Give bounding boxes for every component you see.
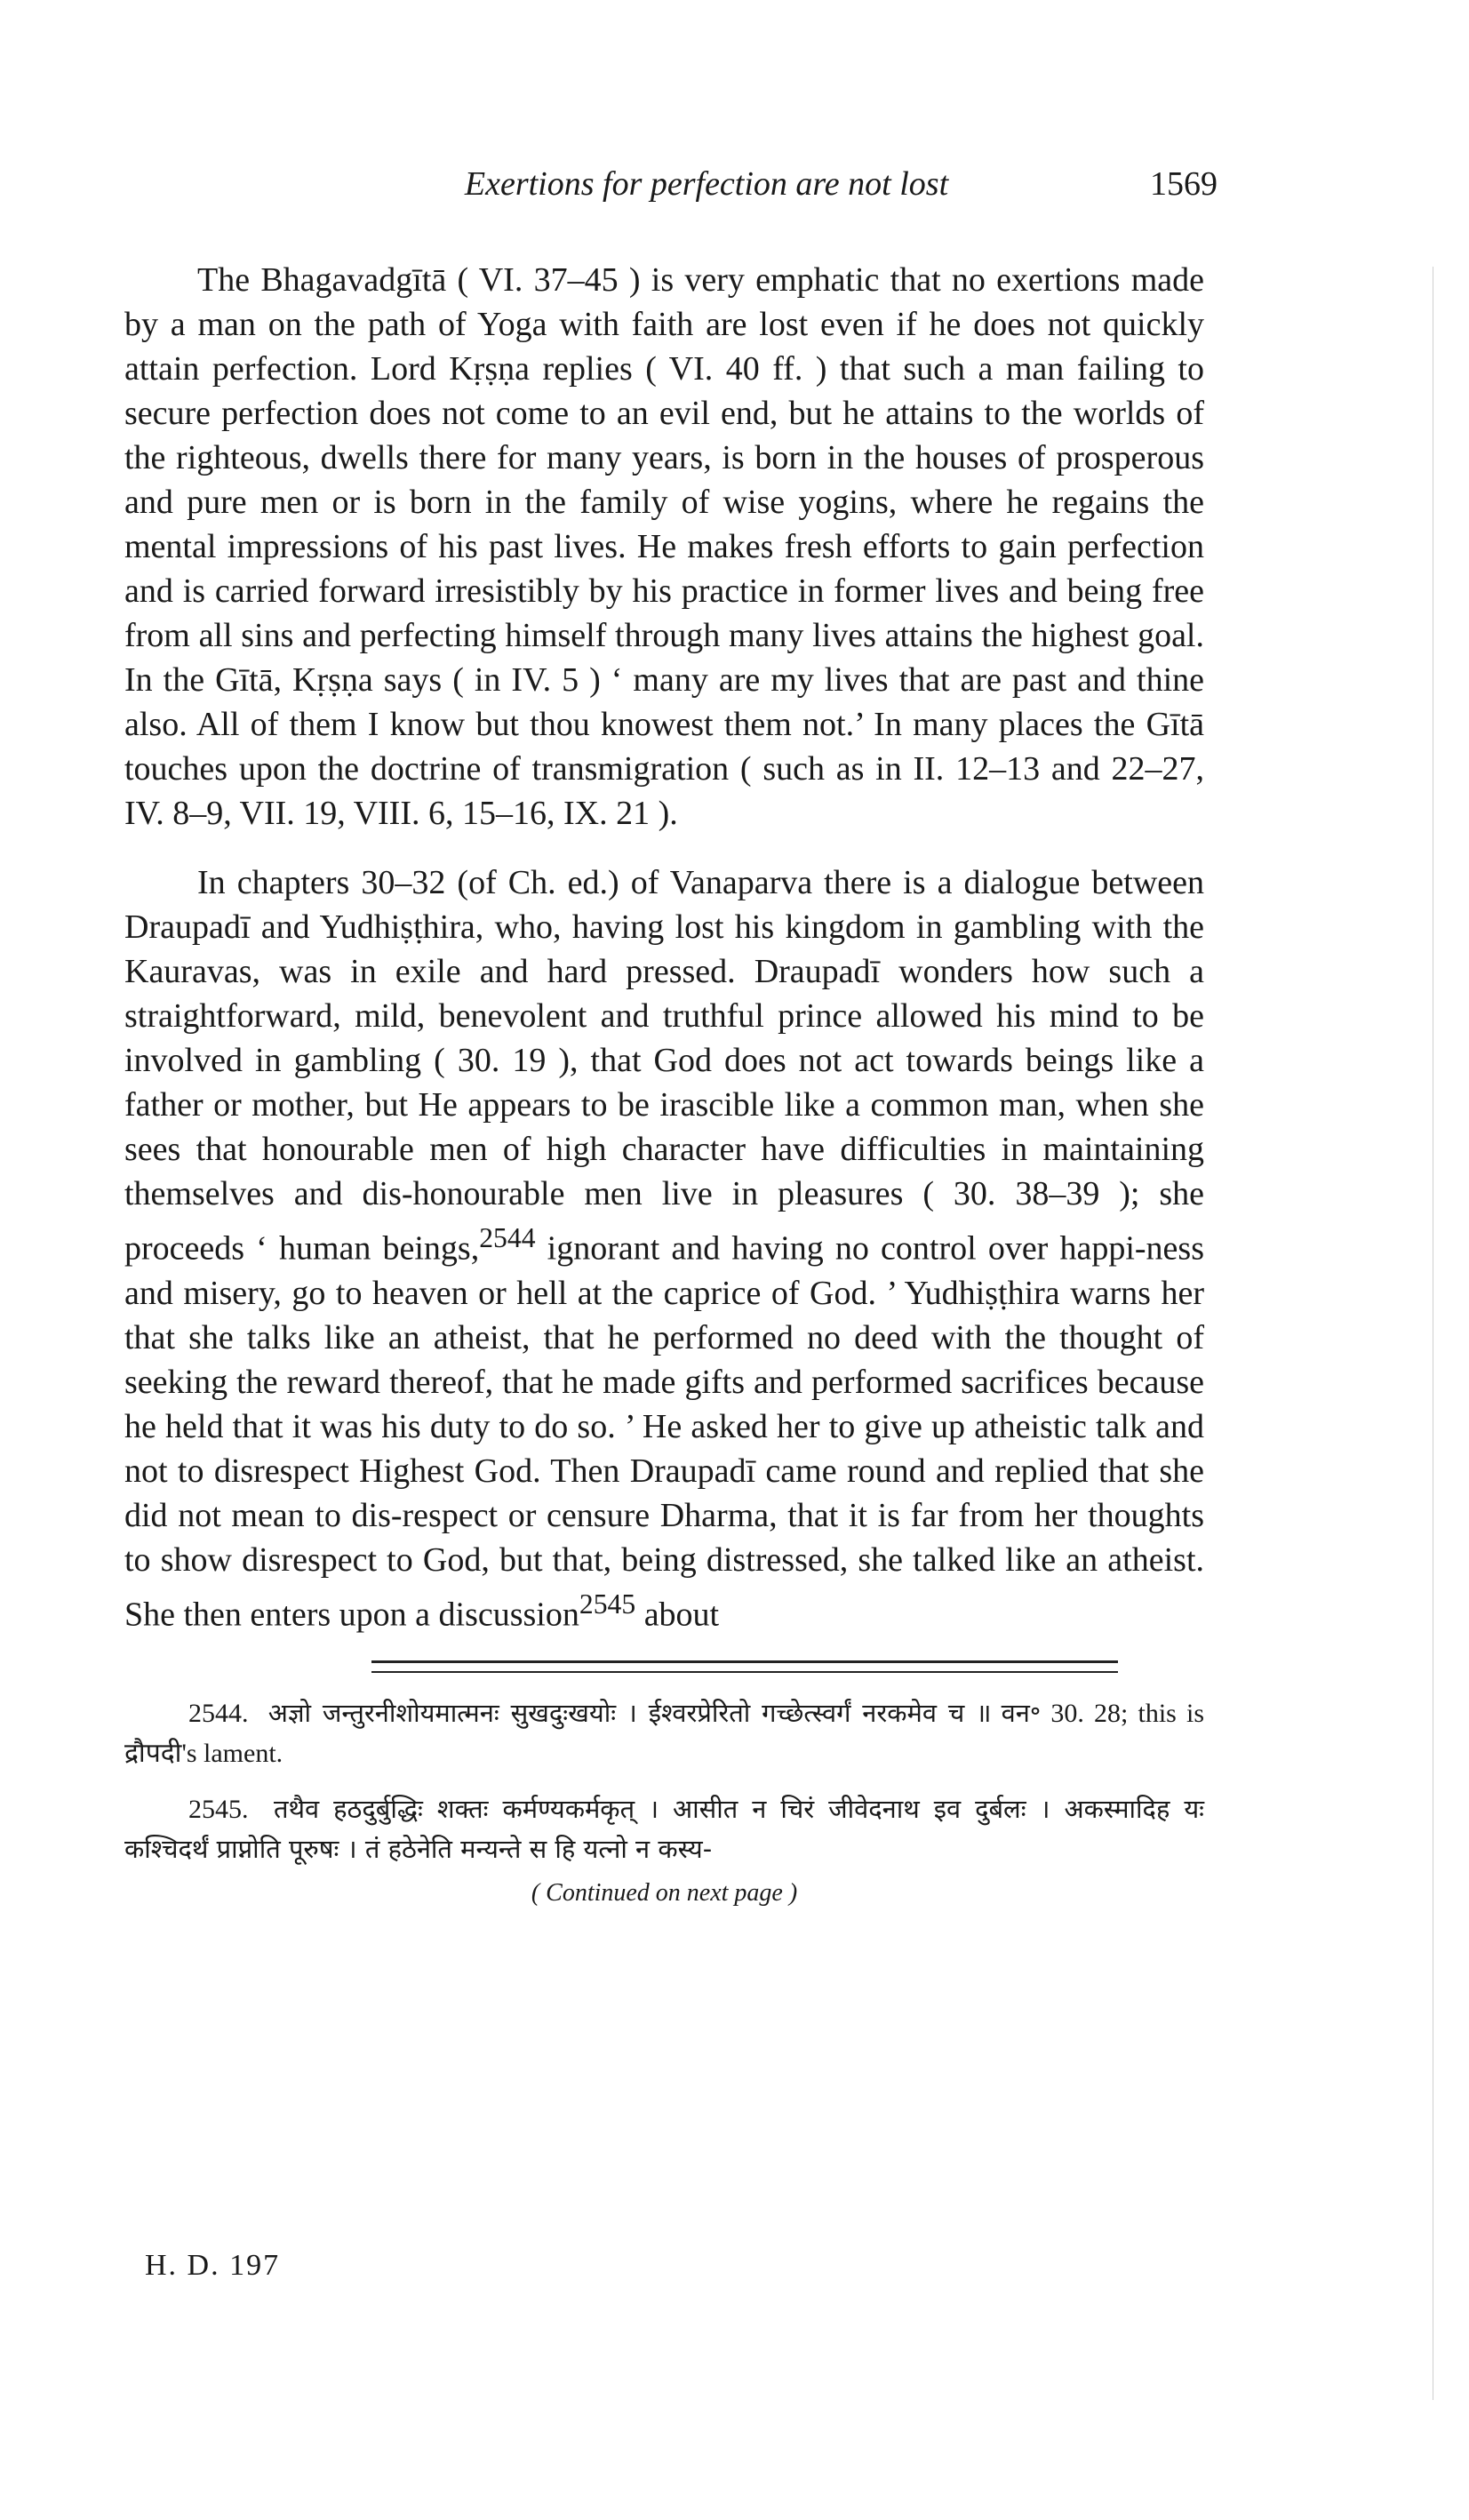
footnote-number: 2545.	[188, 1795, 249, 1824]
footnote-number: 2544.	[188, 1699, 249, 1728]
continued-note: ( Continued on next page )	[531, 1879, 798, 1907]
printer-signature: H. D. 197	[145, 2249, 281, 2282]
footnote-divider	[371, 1671, 1118, 1673]
footnote-sanskrit: अज्ञो जन्तुरनीशोयमात्मनः सुखदुःखयोः । ईश्वरप्रेरितो गच्छेत्स्वर्गं नरकमेव च ॥	[267, 1698, 992, 1728]
running-head: Exertions for perfection are not lost	[464, 165, 949, 203]
page-number: 1569	[1150, 165, 1218, 203]
page-header	[124, 164, 1218, 209]
paragraph-text: about	[635, 1596, 720, 1634]
body-text	[124, 258, 1204, 1636]
paragraph: The Bhagavadgītā ( VI. 37–45 ) is very emphatic that no exertions made by a man on the path of Yoga with faith are lost even if he does not quickly attain perfection. Lord Kṛṣṇa replies ( VI. 40 ff. ) that such a man failing to secure perfection does not come to an evil end, but he attains to the worlds of the righteous, dwells there for many years, is born in the houses of prosperous and pure men or is born in the family of wise yogins, where he regains the mental impressions of his past lives. He makes fresh efforts to gain perfection and is carried forward irresistibly by his practice in former lives and being free from all sins and perfecting himself through many lives attains the highest goal. In the Gītā, Kṛṣṇa says ( in IV. 5 ) ‘ many are my lives that are past and thine also. All of them I know but thou knowest them not.’ In many places the Gītā touches upon the doctrine of transmigration ( such as in II. 12–13 and 22–27, IV. 8–9, VII. 19, VIII. 6, 15–16, IX. 21 ).	[124, 261, 1204, 832]
footnote-reference: 2544	[479, 1222, 536, 1253]
footnote	[124, 1693, 1204, 1773]
footnote-reference: 2545	[579, 1588, 636, 1620]
footnote-citation: 30. 28; this is द्रौपदी's lament.	[124, 1699, 1205, 1768]
footnotes	[124, 1693, 1204, 1913]
paragraph-text: In chapters 30–32 (of Ch. ed.) of Vanaparva there is a dialogue between Draupadī and Yudhiṣṭhira, who, having lost his kingdom in gambling with the Kauravas, was in exile and hard pressed. Draupadī wonders how such a straightforward, mild, benevolent and truthful prince allowed his mind to be involved in gambling ( 30. 19 ), that God does not act towards beings like a father or mother, but He appears to be irascible like a common man, when she sees that honourable men of high character have difficulties in maintaining themselves and dis-honourable men live in pleasures ( 30. 38–39 ); she proceeds ‘ human beings,	[124, 864, 1204, 1268]
footnote-source: वन॰	[1001, 1698, 1042, 1728]
paragraph	[124, 860, 1204, 1636]
footnote-sanskrit: तथैव हठदुर्बुद्धिः शक्तः कर्मण्यकर्मकृत् । आसीत न चिरं जीवेदनाथ इव दुर्बलः । अकस्मादिह यः कश्चिदर्थं प्राप्नोति पूरुषः । तं हठेनेति मन्यन्ते स हि यत्नो न कस्य-	[124, 1794, 1204, 1864]
footnote-divider	[371, 1660, 1118, 1663]
paragraph-text: ignorant and having no control over happi-ness and misery, go to heaven or hell at the caprice of God. ’ Yudhiṣṭhira warns her that she talks like an atheist, that he performed no deed with the thought of seeking the reward thereof, that he made gifts and performed sacrifices because he held that it was his duty to do so. ’ He asked her to give up atheistic talk and not to disrespect Highest God. Then Draupadī came round and replied that she did not mean to dis-respect or censure Dharma, that it is far from her thoughts to show disrespect to God, but that, being distressed, she talked like an atheist. She then enters upon a discussion	[124, 1229, 1204, 1634]
footnote	[124, 1789, 1204, 1869]
